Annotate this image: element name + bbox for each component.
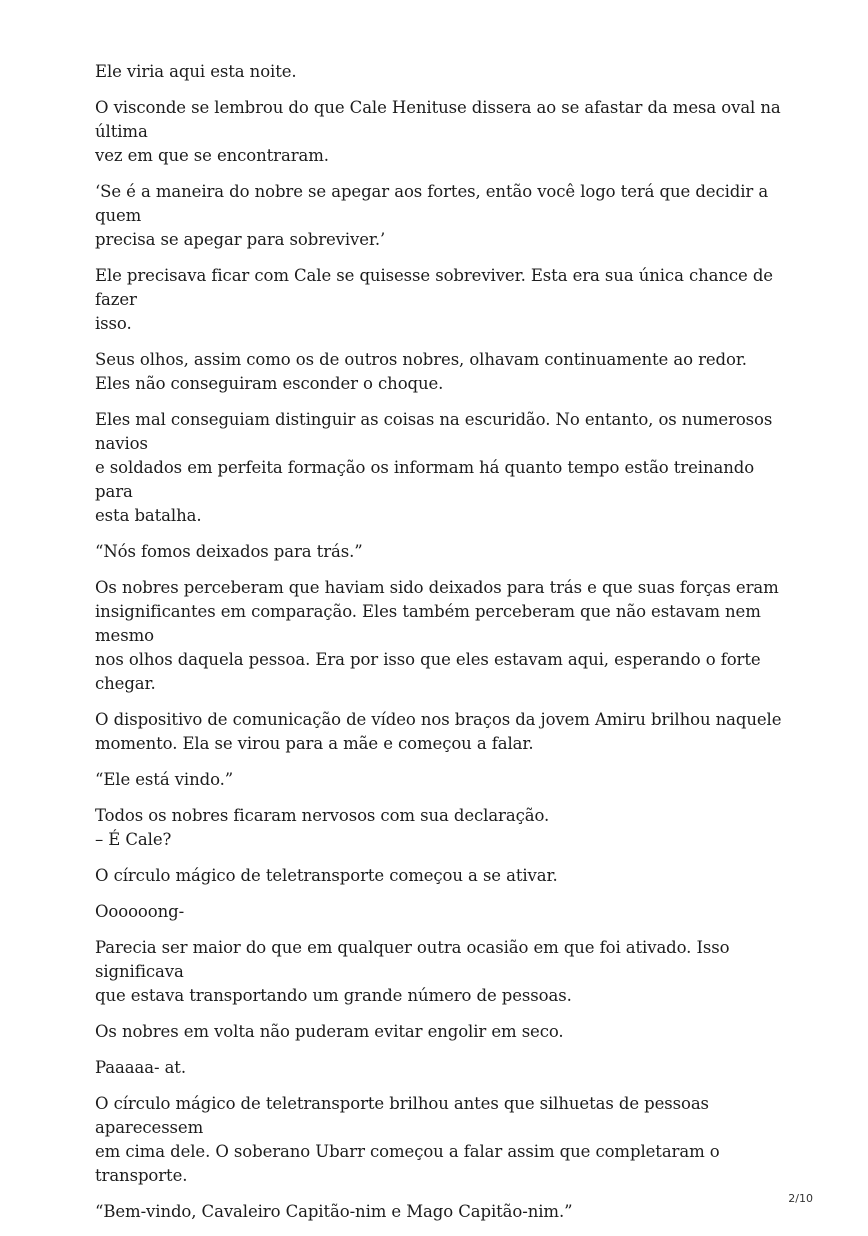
paragraph: Seus olhos, assim como os de outros nobres, olhavam continuamente ao redor. Eles não conseguiram esconder o choque. xyxy=(95,350,747,393)
paragraph: Os nobres perceberam que haviam sido deixados para trás e que suas forças eram insignificantes em comparação. Eles também perceberam que não estavam nem mesmo nos olhos daquela pessoa. Era por isso que eles estavam aqui, esperando o forte chegar. xyxy=(95,578,779,693)
paragraph: O visconde se lembrou do que Cale Henituse dissera ao se afastar da mesa oval na última vez em que se encontraram. xyxy=(95,98,781,165)
paragraph: Todos os nobres ficaram nervosos com sua declaração. – É Cale? xyxy=(95,806,550,849)
paragraph: Ele precisava ficar com Cale se quisesse sobreviver. Esta era sua única chance de fazer isso. xyxy=(95,266,773,333)
paragraph: “Nós fomos deixados para trás.” xyxy=(95,542,363,561)
paragraph: Parecia ser maior do que em qualquer outra ocasião em que foi ativado. Isso significava que estava transportando um grande número de pessoas. xyxy=(95,938,730,1005)
paragraph: ‘Se é a maneira do nobre se apegar aos fortes, então você logo terá que decidir a quem precisa se apegar para sobreviver.’ xyxy=(95,182,769,249)
paragraph: “Ele está vindo.” xyxy=(95,770,234,789)
paragraph: O círculo mágico de teletransporte começou a se ativar. xyxy=(95,866,558,885)
paragraph: Paaaaa- at. xyxy=(95,1058,186,1077)
paragraph: Ele viria aqui esta noite. xyxy=(95,62,297,81)
paragraph: O dispositivo de comunicação de vídeo nos braços da jovem Amiru brilhou naquele momento. Ela se virou para a mãe e começou a falar. xyxy=(95,710,782,753)
document-body xyxy=(95,60,795,1236)
paragraph: Oooooong- xyxy=(95,902,185,921)
page-number: 2/10 xyxy=(788,1192,813,1205)
paragraph: “Bem-vindo, Cavaleiro Capitão-nim e Mago Capitão-nim.” xyxy=(95,1202,573,1221)
paragraph: O círculo mágico de teletransporte brilhou antes que silhuetas de pessoas aparecessem em cima dele. O soberano Ubarr começou a falar assim que completaram o transporte. xyxy=(95,1094,720,1185)
paragraph: Os nobres em volta não puderam evitar engolir em seco. xyxy=(95,1022,564,1041)
paragraph: Eles mal conseguiam distinguir as coisas na escuridão. No entanto, os numerosos navios e soldados em perfeita formação os informam há quanto tempo estão treinando para esta batalha. xyxy=(95,410,773,525)
